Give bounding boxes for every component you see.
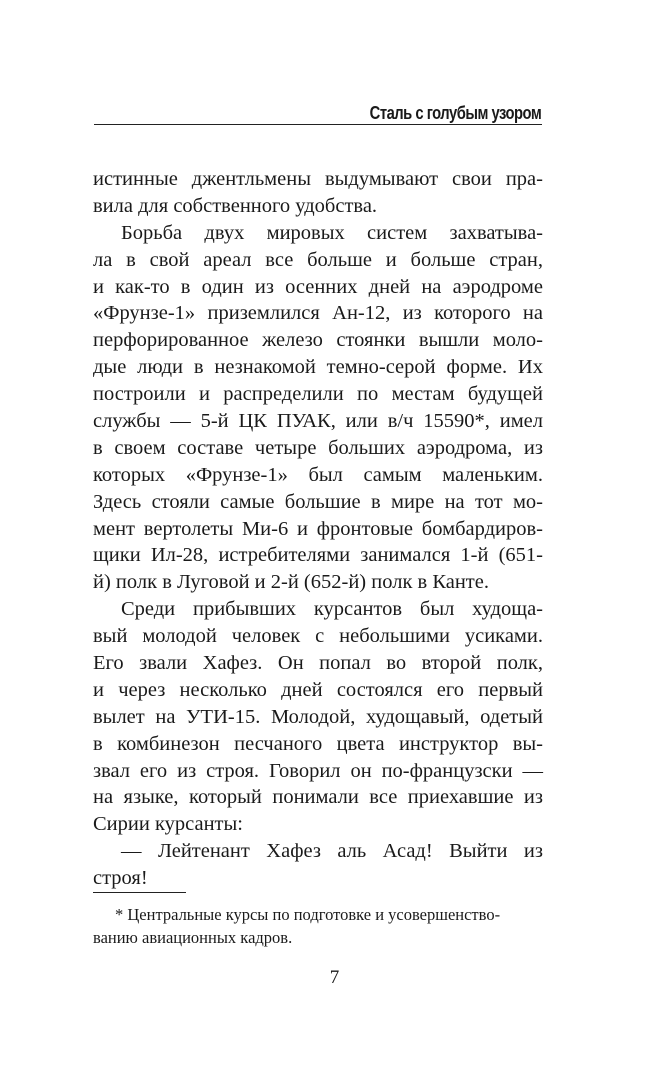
- text-line: службы — 5-й ЦК ПУАК, или в/ч 15590*, имел: [93, 410, 543, 433]
- text-line: построили и распределили по местам будущей: [93, 383, 543, 406]
- text-line: мент вертолеты Ми-6 и фронтовые бомбардиров-: [93, 517, 543, 540]
- text-line: — Лейтенант Хафез аль Асад! Выйти из: [121, 840, 543, 863]
- text-line: й) полк в Луговой и 2-й (652-й) полк в Канте.: [93, 571, 489, 594]
- text-line: дые люди в незнакомой темно-серой форме. Их: [93, 356, 543, 379]
- text-line: звал его из строя. Говорил он по-французски —: [93, 759, 543, 782]
- text-line: на языке, который понимали все приехавшие из: [93, 786, 543, 809]
- text-line: Сирии курсанты:: [93, 813, 243, 836]
- text-line: вый молодой человек с небольшими усиками.: [93, 625, 543, 648]
- text-line: строя!: [93, 867, 148, 890]
- footnote-line: ванию авиационных кадров.: [93, 927, 293, 947]
- footnote-rule: [93, 892, 186, 893]
- text-line: в комбинезон песчаного цвета инструктор вы-: [93, 732, 543, 755]
- running-header-title: Сталь с голубым узором: [369, 103, 541, 123]
- text-line: в своем составе четыре больших аэродрома, из: [93, 436, 543, 459]
- text-line: перфорированное железо стоянки вышли моло-: [93, 329, 543, 352]
- footnote: [93, 904, 543, 949]
- text-line: Здесь стояли самые большие в мире на тот мо-: [93, 490, 543, 513]
- body-text: [93, 166, 543, 892]
- text-line: и как-то в один из осенних дней на аэродроме: [93, 275, 543, 298]
- text-line: Борьба двух мировых систем захватыва-: [121, 221, 543, 244]
- text-line: щики Ил-28, истребителями занимался 1-й (651-: [93, 544, 543, 567]
- text-line: Его звали Хафез. Он попал во второй полк,: [93, 652, 543, 675]
- footnote-line: * Центральные курсы по подготовке и усовершенство-: [115, 905, 501, 924]
- text-line: ла в свой ареал все больше и больше стран,: [93, 248, 543, 271]
- text-line: и через несколько дней состоялся его первый: [93, 678, 543, 701]
- text-line: Среди прибывших курсантов был худоща-: [121, 598, 543, 621]
- text-line: истинные джентльмены выдумывают свои пра-: [93, 168, 543, 190]
- text-line: вылет на УТИ-15. Молодой, худощавый, одетый: [93, 705, 543, 728]
- text-line: «Фрунзе-1» приземлился Ан-12, из которого на: [93, 302, 543, 325]
- page-number: 7: [329, 967, 340, 988]
- header-rule: [94, 124, 542, 125]
- text-line: вила для собственного удобства.: [93, 194, 378, 217]
- text-line: которых «Фрунзе-1» был самым маленьким.: [93, 463, 543, 486]
